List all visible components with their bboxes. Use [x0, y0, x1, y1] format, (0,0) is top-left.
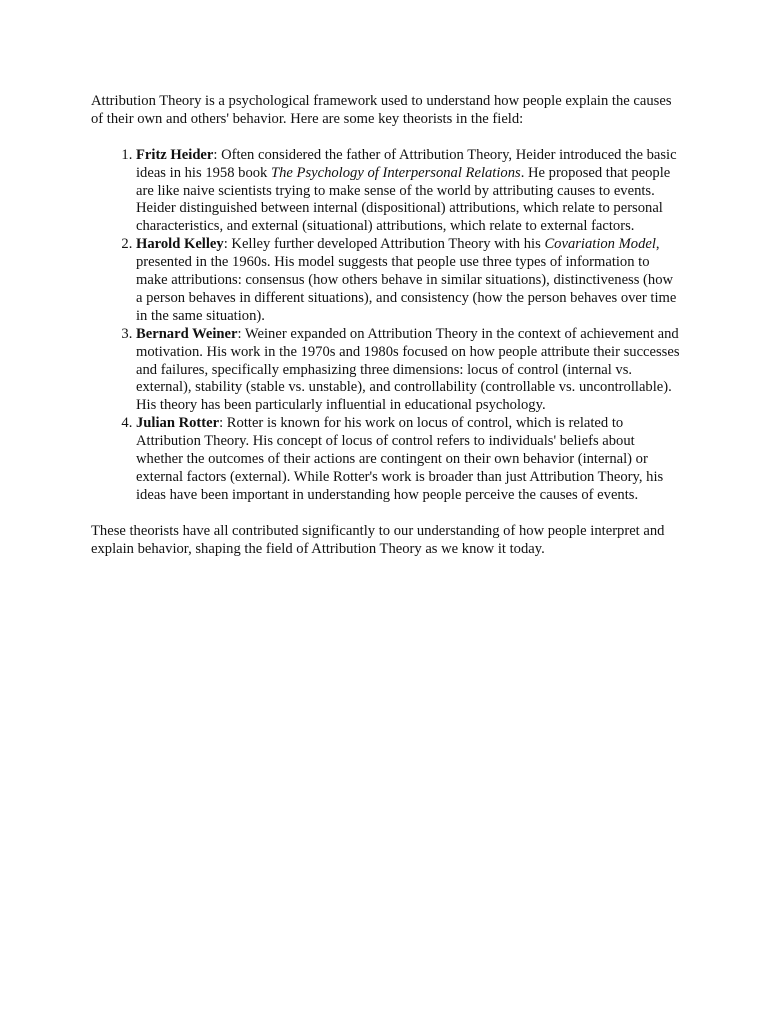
theorist-name: Fritz Heider — [136, 146, 214, 163]
theorist-text: : Rotter is known for his work on locus of control, which is related to Attribution Theory. His concept of locus of control refers to individuals' beliefs about whether the outcomes of their actions are contingent on their own behavior (internal) or external factors (external). While Rotter's work is broader than just Attribution Theory, his ideas have been important in understanding how people perceive the causes of events. — [136, 415, 664, 503]
list-item — [136, 236, 681, 326]
theorist-text: : Kelley further developed Attribution Theory with his — [223, 236, 545, 253]
theorist-text: : Weiner expanded on Attribution Theory in the context of achievement and motivation. His work in the 1970s and 1980s focused on how people attribute their successes and failures, specifically emphasizing three dimensions: locus of control (internal vs. external), stability (stable vs. unstable), and controllability (controllable vs. uncontrollable). His theory has been particularly influential in educational psychology. — [136, 325, 680, 414]
model-title: Covariation Model — [544, 236, 656, 253]
theorist-text: : Often considered the father of Attribution Theory, Heider introduced the basic ideas in his 1958 book — [136, 146, 677, 181]
conclusion-paragraph: These theorists have all contributed significantly to our understanding of how people interpret and explain behavior, shaping the field of Attribution Theory as we know it today. — [91, 522, 665, 557]
theorist-name: Harold Kelley — [136, 236, 224, 253]
theorist-text-continued: . He proposed that people are like naive scientists trying to make sense of the world by attributing causes to events. Heider distinguished between internal (dispositional) attributions, which relate to personal characteristics, and external (situational) attributions, which relate to external factors. — [136, 164, 671, 235]
list-item — [136, 147, 681, 237]
document-body — [91, 93, 681, 559]
theorist-text-continued: , presented in the 1960s. His model suggests that people use three types of information to make attributions: consensus (how others behave in similar situations), distinctiveness (how a person behaves in different situations), and consistency (how the person behaves over time in the same situation). — [136, 236, 677, 324]
list-item — [136, 415, 681, 505]
list-item — [136, 326, 681, 416]
book-title: The Psychology of Interpersonal Relations — [271, 164, 521, 181]
theorist-name: Bernard Weiner — [136, 325, 238, 342]
theorist-list — [91, 147, 681, 505]
theorist-name: Julian Rotter — [136, 415, 220, 432]
intro-paragraph: Attribution Theory is a psychological framework used to understand how people explain the causes of their own and others' behavior. Here are some key theorists in the field: — [91, 93, 672, 127]
